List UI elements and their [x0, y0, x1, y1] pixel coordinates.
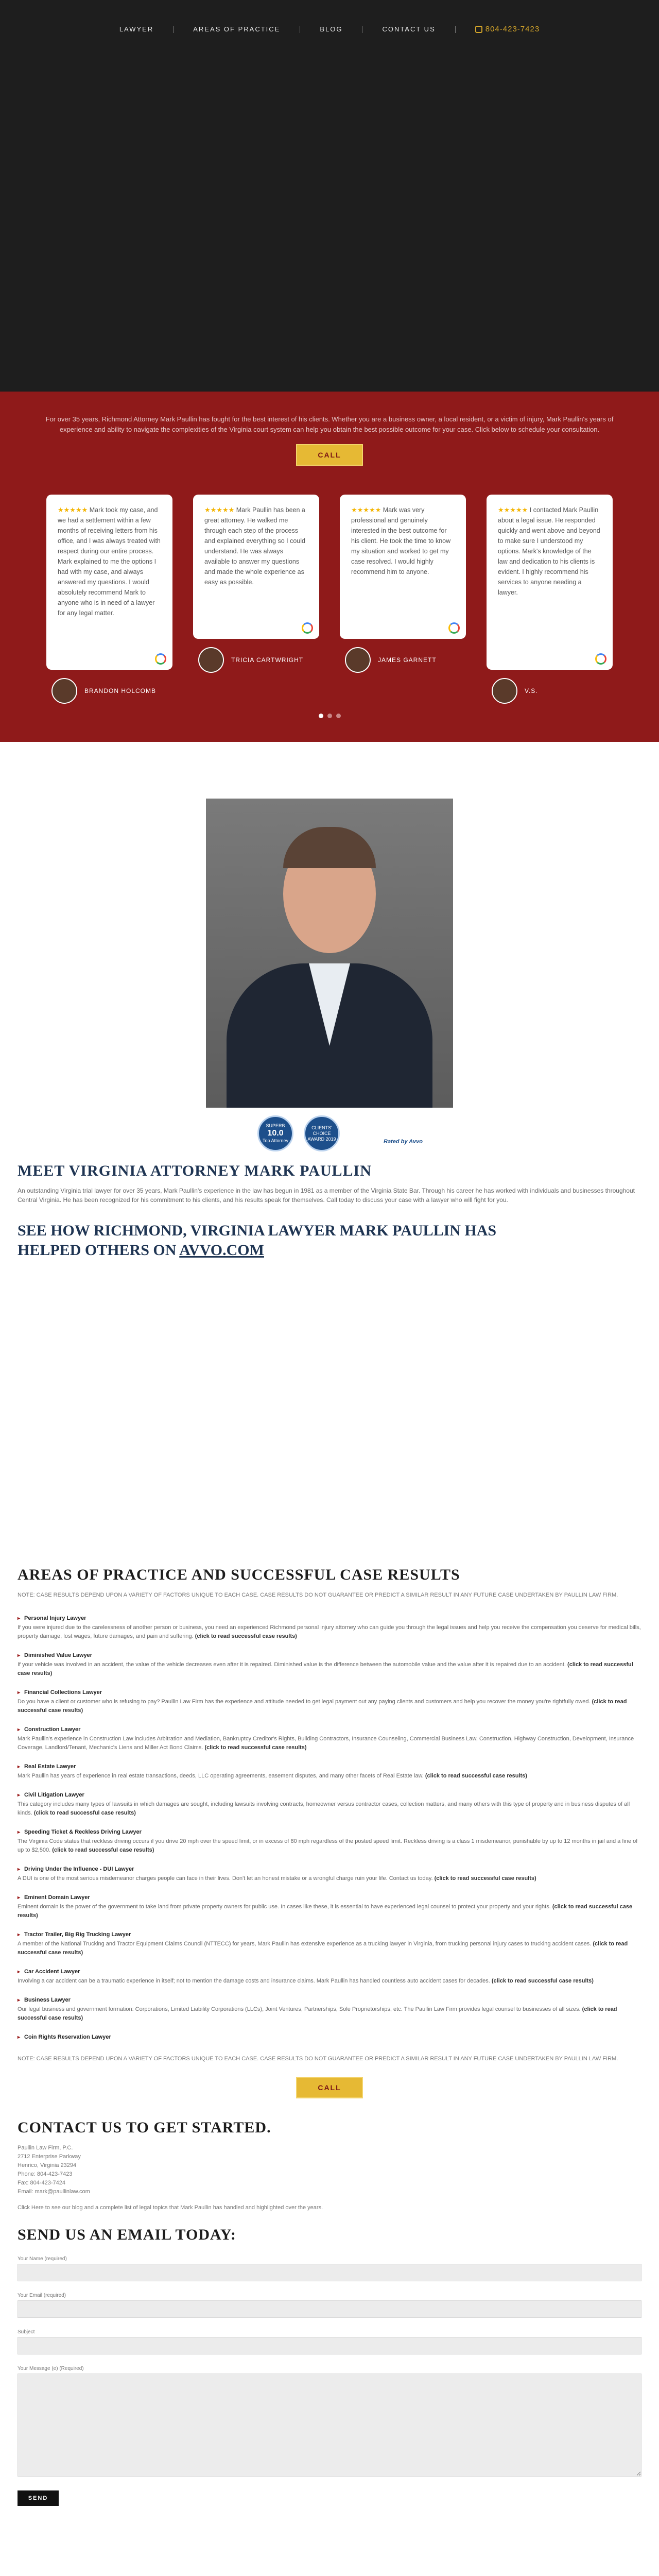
review-text: Mark Paullin has been a great attorney. He walked me through each step of the process and explained everything so I could understand. He was always available to answer my questions and made the whole experience as easy as possible. — [204, 506, 305, 586]
review-item — [46, 495, 172, 704]
google-icon — [595, 653, 606, 665]
reviewer — [340, 647, 466, 673]
carousel-dot[interactable] — [327, 714, 332, 718]
read-case-results-link[interactable]: (click to read successful case results) — [204, 1744, 307, 1751]
address-line: Email: mark@paullinlaw.com — [18, 2189, 90, 2195]
name-field[interactable] — [18, 2264, 641, 2281]
practice-areas — [0, 1566, 659, 2098]
star-rating-icon: ★★★★★ — [351, 506, 381, 514]
practice-item — [18, 1827, 641, 1855]
practice-item-title[interactable]: ▸ Speeding Ticket & Reckless Driving Lawyer — [18, 1827, 641, 1837]
message-field[interactable] — [18, 2374, 641, 2477]
avvo-badges — [257, 1115, 340, 1151]
nav-blog[interactable]: BLOG — [320, 25, 343, 33]
band-intro-text: For over 35 years, Richmond Attorney Mark Paullin has fought for the best interest of his clients. Whether you are a business owner, a local resident, or a victim of injury, Mark Paullin's years of experience and ability to navigate the complexities of the Virginia court system can help you obtain the best possible outcome for your case. Click below to schedule your consultation. — [45, 415, 614, 433]
attorney-photo — [206, 799, 453, 1108]
read-case-results-link[interactable]: (click to read successful case results) — [18, 1699, 627, 1714]
practice-item-title[interactable]: ▸ Real Estate Lawyer — [18, 1761, 641, 1772]
google-icon — [155, 653, 166, 665]
review-item — [487, 495, 613, 704]
practice-item-title[interactable]: ▸ Car Accident Lawyer — [18, 1967, 641, 1977]
practice-item — [18, 1790, 641, 1818]
testimonial-band — [0, 392, 659, 742]
star-rating-icon: ★★★★★ — [204, 506, 235, 514]
practice-item-body — [18, 1698, 641, 1715]
review-card — [340, 495, 466, 639]
practice-item-text: Mark Paullin has years of experience in real estate transactions, deeds, LLC operating agreements, easement disputes, and many other facets of Real Estate law. — [18, 1773, 424, 1779]
carousel-dot[interactable] — [319, 714, 323, 718]
practice-item-title[interactable]: ▸ Personal Injury Lawyer — [18, 1613, 641, 1623]
avatar — [51, 678, 77, 704]
contact-section — [0, 2098, 659, 2506]
practice-item-body — [18, 1874, 641, 1883]
practice-item — [18, 1967, 641, 1986]
practice-item — [18, 1864, 641, 1883]
message-label: Your Message (e) (Required) — [18, 2366, 84, 2371]
read-case-results-link[interactable]: (click to read successful case results) — [434, 1875, 536, 1882]
avvo-link[interactable]: AVVO.COM — [179, 1242, 264, 1259]
review-text: Mark was very professional and genuinely interested in the best outcome for his client. He took the time to know my situation and worked to get my case resolved. I would highly recommend him to anyone. — [351, 506, 451, 575]
review-item — [193, 495, 319, 704]
practice-item-text: If you were injured due to the carelessness of another person or business, you need an experienced Richmond personal injury attorney who can guide you through the legal issues and help you receive the compensation you deserve for medical bills, property damage, lost wages, future damages, and pain and suffering. — [18, 1624, 641, 1639]
practice-item-body — [18, 1977, 641, 1986]
attorney-title: MEET VIRGINIA ATTORNEY MARK PAULLIN — [18, 1162, 372, 1179]
read-case-results-link[interactable]: (click to read successful case results) — [195, 1633, 297, 1639]
badge-label: SUPERB — [266, 1123, 285, 1128]
practice-item — [18, 1892, 641, 1920]
email-field[interactable] — [18, 2300, 641, 2318]
practice-item-body — [18, 1660, 641, 1678]
avatar — [345, 647, 371, 673]
practice-item-text: The Virginia Code states that reckless driving occurs if you drive 20 mph over the speed limit, or in excess of 80 mph regardless of the posted speed limit. Reckless driving is a class 1 misdemeanor, punishable by up to 12 months in jail and a fine of up to $2,500. — [18, 1838, 638, 1853]
practice-item — [18, 2032, 641, 2042]
nav-divider — [455, 26, 456, 33]
practice-item-text: A DUI is one of the most serious misdemeanor charges people can face in their lives. Don't let an honest mistake or a wrongful charge ruin your life. Contact us today. — [18, 1875, 433, 1882]
closing-disclaimer: NOTE: CASE RESULTS DEPEND UPON A VARIETY OF FACTORS UNIQUE TO EACH CASE. CASE RESULTS DO NOT GUARANTEE OR PREDICT A SIMILAR RESULT IN ANY FUTURE CASE UNDERTAKEN BY PAULLIN LAW FIRM. — [18, 2056, 618, 2062]
practice-item-title[interactable]: ▸ Civil Litigation Lawyer — [18, 1790, 641, 1800]
practice-item-body — [18, 1940, 641, 1957]
nav-lawyer[interactable]: LAWYER — [119, 25, 154, 33]
send-button[interactable]: SEND — [18, 2490, 59, 2506]
review-card — [487, 495, 613, 670]
practice-item — [18, 1761, 641, 1781]
avvo-rating-badge[interactable] — [257, 1115, 293, 1151]
practice-item-title[interactable]: ▸ Driving Under the Influence - DUI Lawyer — [18, 1864, 641, 1874]
practice-item-body — [18, 1903, 641, 1920]
star-rating-icon: ★★★★★ — [58, 506, 88, 514]
practice-item-body — [18, 1772, 641, 1781]
carousel-dot[interactable] — [336, 714, 341, 718]
nav-phone-link[interactable] — [475, 25, 540, 33]
practice-item-title[interactable]: ▸ Eminent Domain Lawyer — [18, 1892, 641, 1903]
address-line: Paullin Law Firm, P.C. — [18, 2145, 73, 2151]
practice-item — [18, 1724, 641, 1752]
contact-title: CONTACT US TO GET STARTED. — [18, 2119, 271, 2136]
reviewer-name: V.S. — [525, 687, 538, 694]
read-case-results-link[interactable]: (click to read successful case results) — [52, 1847, 154, 1853]
nav-phone-number: 804-423-7423 — [485, 25, 540, 33]
main-nav — [0, 25, 659, 33]
address-line: Phone: 804-423-7423 — [18, 2171, 73, 2177]
reviewer-name: TRICIA CARTWRIGHT — [231, 656, 304, 664]
practice-item-text: Our legal business and government formation: Corporations, Limited Liability Corporations (LLCs), Joint Ventures, Partnerships, Sole Proprietorships, etc. The Paullin Law Firm provides legal counsel to businesses of all sizes. — [18, 2006, 581, 2012]
attorney-avvo-heading — [18, 1221, 553, 1260]
reviewer — [193, 647, 319, 673]
badge-score: 10.0 — [267, 1129, 284, 1138]
practice-item — [18, 1613, 641, 1641]
hero — [0, 0, 659, 392]
contact-note: Click Here to see our blog and a complete list of legal topics that Mark Paullin has handled and highlighted over the years. — [18, 2205, 323, 2211]
badge-sub: AWARD 2019 — [307, 1136, 336, 1142]
address-line: Fax: 804-423-7424 — [18, 2180, 65, 2186]
read-case-results-link[interactable]: (click to read successful case results) — [18, 1941, 628, 1956]
practice-item-text: Do you have a client or customer who is refusing to pay? Paullin Law Firm has the experience and attitude needed to get legal payment out any paying clients and customers and help you recover the money you're rightfully owed. — [18, 1699, 591, 1705]
read-case-results-link[interactable]: (click to read successful case results) — [491, 1978, 594, 1984]
reviewer — [46, 678, 172, 704]
practice-item-body — [18, 1623, 641, 1641]
avatar — [492, 678, 517, 704]
practice-item — [18, 1995, 641, 2023]
name-label: Your Name (required) — [18, 2256, 67, 2262]
practice-item-text: A member of the National Trucking and Tractor Equipment Claims Council (NTTECC) for years, Mark Paullin has extensive experience as a trucking lawyer in Virginia, from trucking personal injury cases to trucking accident cases. — [18, 1941, 592, 1947]
reviews-carousel — [46, 495, 613, 704]
practice-item-body — [18, 2005, 641, 2023]
practice-item-title[interactable]: ▸ Coin Rights Reservation Lawyer — [18, 2032, 641, 2042]
reviewer-name: JAMES GARNETT — [378, 656, 437, 664]
reviewer-name: BRANDON HOLCOMB — [84, 687, 157, 694]
practice-item-title[interactable]: ▸ Diminished Value Lawyer — [18, 1650, 641, 1660]
review-text: Mark took my case, and we had a settlement within a few months of receiving letters from his office, and I was always treated with respect during our entire process. Mark explained to me the options I had with my case, and always answered my questions. I would absolutely recommend Mark to anyone who is in need of a lawyer for any legal matter. — [58, 506, 161, 617]
read-case-results-link[interactable]: (click to read successful case results) — [18, 1662, 633, 1676]
read-case-results-link[interactable]: (click to read successful case results) — [18, 2006, 617, 2021]
email-form — [18, 2256, 641, 2506]
practice-item — [18, 1929, 641, 1957]
call-button[interactable]: CALL — [296, 2077, 363, 2098]
practice-item-title[interactable]: ▸ Financial Collections Lawyer — [18, 1687, 641, 1698]
nav-contact-us[interactable]: CONTACT US — [382, 25, 436, 33]
phone-icon — [475, 26, 482, 33]
practice-list — [18, 1613, 641, 2042]
address-line: 2712 Enterprise Parkway — [18, 2154, 81, 2160]
google-icon — [448, 622, 460, 634]
avatar — [198, 647, 224, 673]
email-label: Your Email (required) — [18, 2293, 66, 2298]
avvo-heading-text: SEE HOW RICHMOND, VIRGINIA LAWYER MARK PAULLIN HAS HELPED OTHERS ON — [18, 1222, 497, 1259]
read-case-results-link[interactable]: (click to read successful case results) — [33, 1810, 136, 1816]
practice-title: AREAS OF PRACTICE AND SUCCESSFUL CASE RESULTS — [18, 1566, 460, 1583]
practice-item-title[interactable]: ▸ Tractor Trailer, Big Rig Trucking Lawyer — [18, 1929, 641, 1940]
practice-item-body — [18, 1800, 641, 1818]
review-text: I contacted Mark Paullin about a legal issue. He responded quickly and went above and beyond to make sure I understood my options. Mark's knowledge of the law and dedication to his clients is evident. I highly recommend his services to anyone needing a lawyer. — [498, 506, 600, 596]
carousel-dots — [0, 714, 659, 718]
nav-areas-of-practice[interactable]: AREAS OF PRACTICE — [193, 25, 281, 33]
read-case-results-link[interactable]: (click to read successful case results) — [18, 1904, 633, 1919]
case-results-disclaimer: NOTE: CASE RESULTS DEPEND UPON A VARIETY OF FACTORS UNIQUE TO EACH CASE. CASE RESULTS DO NOT GUARANTEE OR PREDICT A SIMILAR RESULT IN ANY FUTURE CASE UNDERTAKEN BY PAULLIN LAW FIRM. — [18, 1592, 618, 1598]
subject-label: Subject — [18, 2329, 35, 2335]
practice-item — [18, 1687, 641, 1715]
attorney-section — [0, 742, 659, 1566]
practice-item-body — [18, 1837, 641, 1855]
address-line: Henrico, Virginia 23294 — [18, 2162, 77, 2168]
practice-item — [18, 1650, 641, 1678]
read-case-results-link[interactable]: (click to read successful case results) — [425, 1773, 527, 1779]
practice-item-text: Involving a car accident can be a traumatic experience in itself; not to mention the damage costs and insurance claims. Mark Paullin has handled countless auto accident cases for decades. — [18, 1978, 490, 1984]
practice-item-text: Mark Paullin's experience in Construction Law includes Arbitration and Mediation, Bankruptcy Creditor's Rights, Building Contractors, Insurance Counseling, Commercial Business Law, Construction, Highway Construction, Development, Insurance Coverage, Landlord/Tenant, Mechanic's Liens and Miller Act Bond Claims. — [18, 1736, 634, 1751]
practice-item-body — [18, 1735, 641, 1752]
google-icon — [302, 622, 313, 634]
form-title: SEND US AN EMAIL TODAY: — [18, 2226, 236, 2243]
firm-address — [18, 2144, 641, 2196]
subject-field[interactable] — [18, 2337, 641, 2354]
practice-item-title[interactable]: ▸ Business Lawyer — [18, 1995, 641, 2005]
call-button[interactable]: CALL — [296, 444, 363, 466]
nav-divider — [173, 26, 174, 33]
attorney-bio: An outstanding Virginia trial lawyer for over 35 years, Mark Paullin's experience in the law has begun in 1981 as a member of the Virginia State Bar. Through his career he has worked with individuals and businesses throughout Central Virginia. He has been recognized for his commitment to his clients, and his results speak for themselves. Call today to discuss your case with a lawyer who will fight for you. — [18, 1187, 635, 1204]
star-rating-icon: ★★★★★ — [498, 506, 528, 514]
practice-item-title[interactable]: ▸ Construction Lawyer — [18, 1724, 641, 1735]
practice-item-text: This category includes many types of lawsuits in which damages are sought, including lawsuits involving contracts, homeowner versus contractor cases, collection matters, and many others with this type of property and in business disputes of all kinds. — [18, 1801, 630, 1816]
review-card — [46, 495, 172, 670]
review-item — [340, 495, 466, 704]
reviewer — [487, 678, 613, 704]
badge-sub: Top Attorney — [262, 1138, 289, 1143]
clients-choice-badge[interactable] — [304, 1115, 340, 1151]
rated-by-avvo: Rated by Avvo — [384, 1139, 423, 1145]
practice-item-text: Eminent domain is the power of the government to take land from private property owners for public use. In cases like these, it is essential to have experienced legal counsel to protect your property and your rights. — [18, 1904, 551, 1910]
badge-label: CLIENTS' CHOICE — [311, 1125, 332, 1136]
practice-item-text: If your vehicle was involved in an accident, the value of the vehicle decreases even after it is repaired. Diminished value is the difference between the automobile value and the value after it is repaired due to an accident. — [18, 1662, 566, 1668]
review-card — [193, 495, 319, 639]
